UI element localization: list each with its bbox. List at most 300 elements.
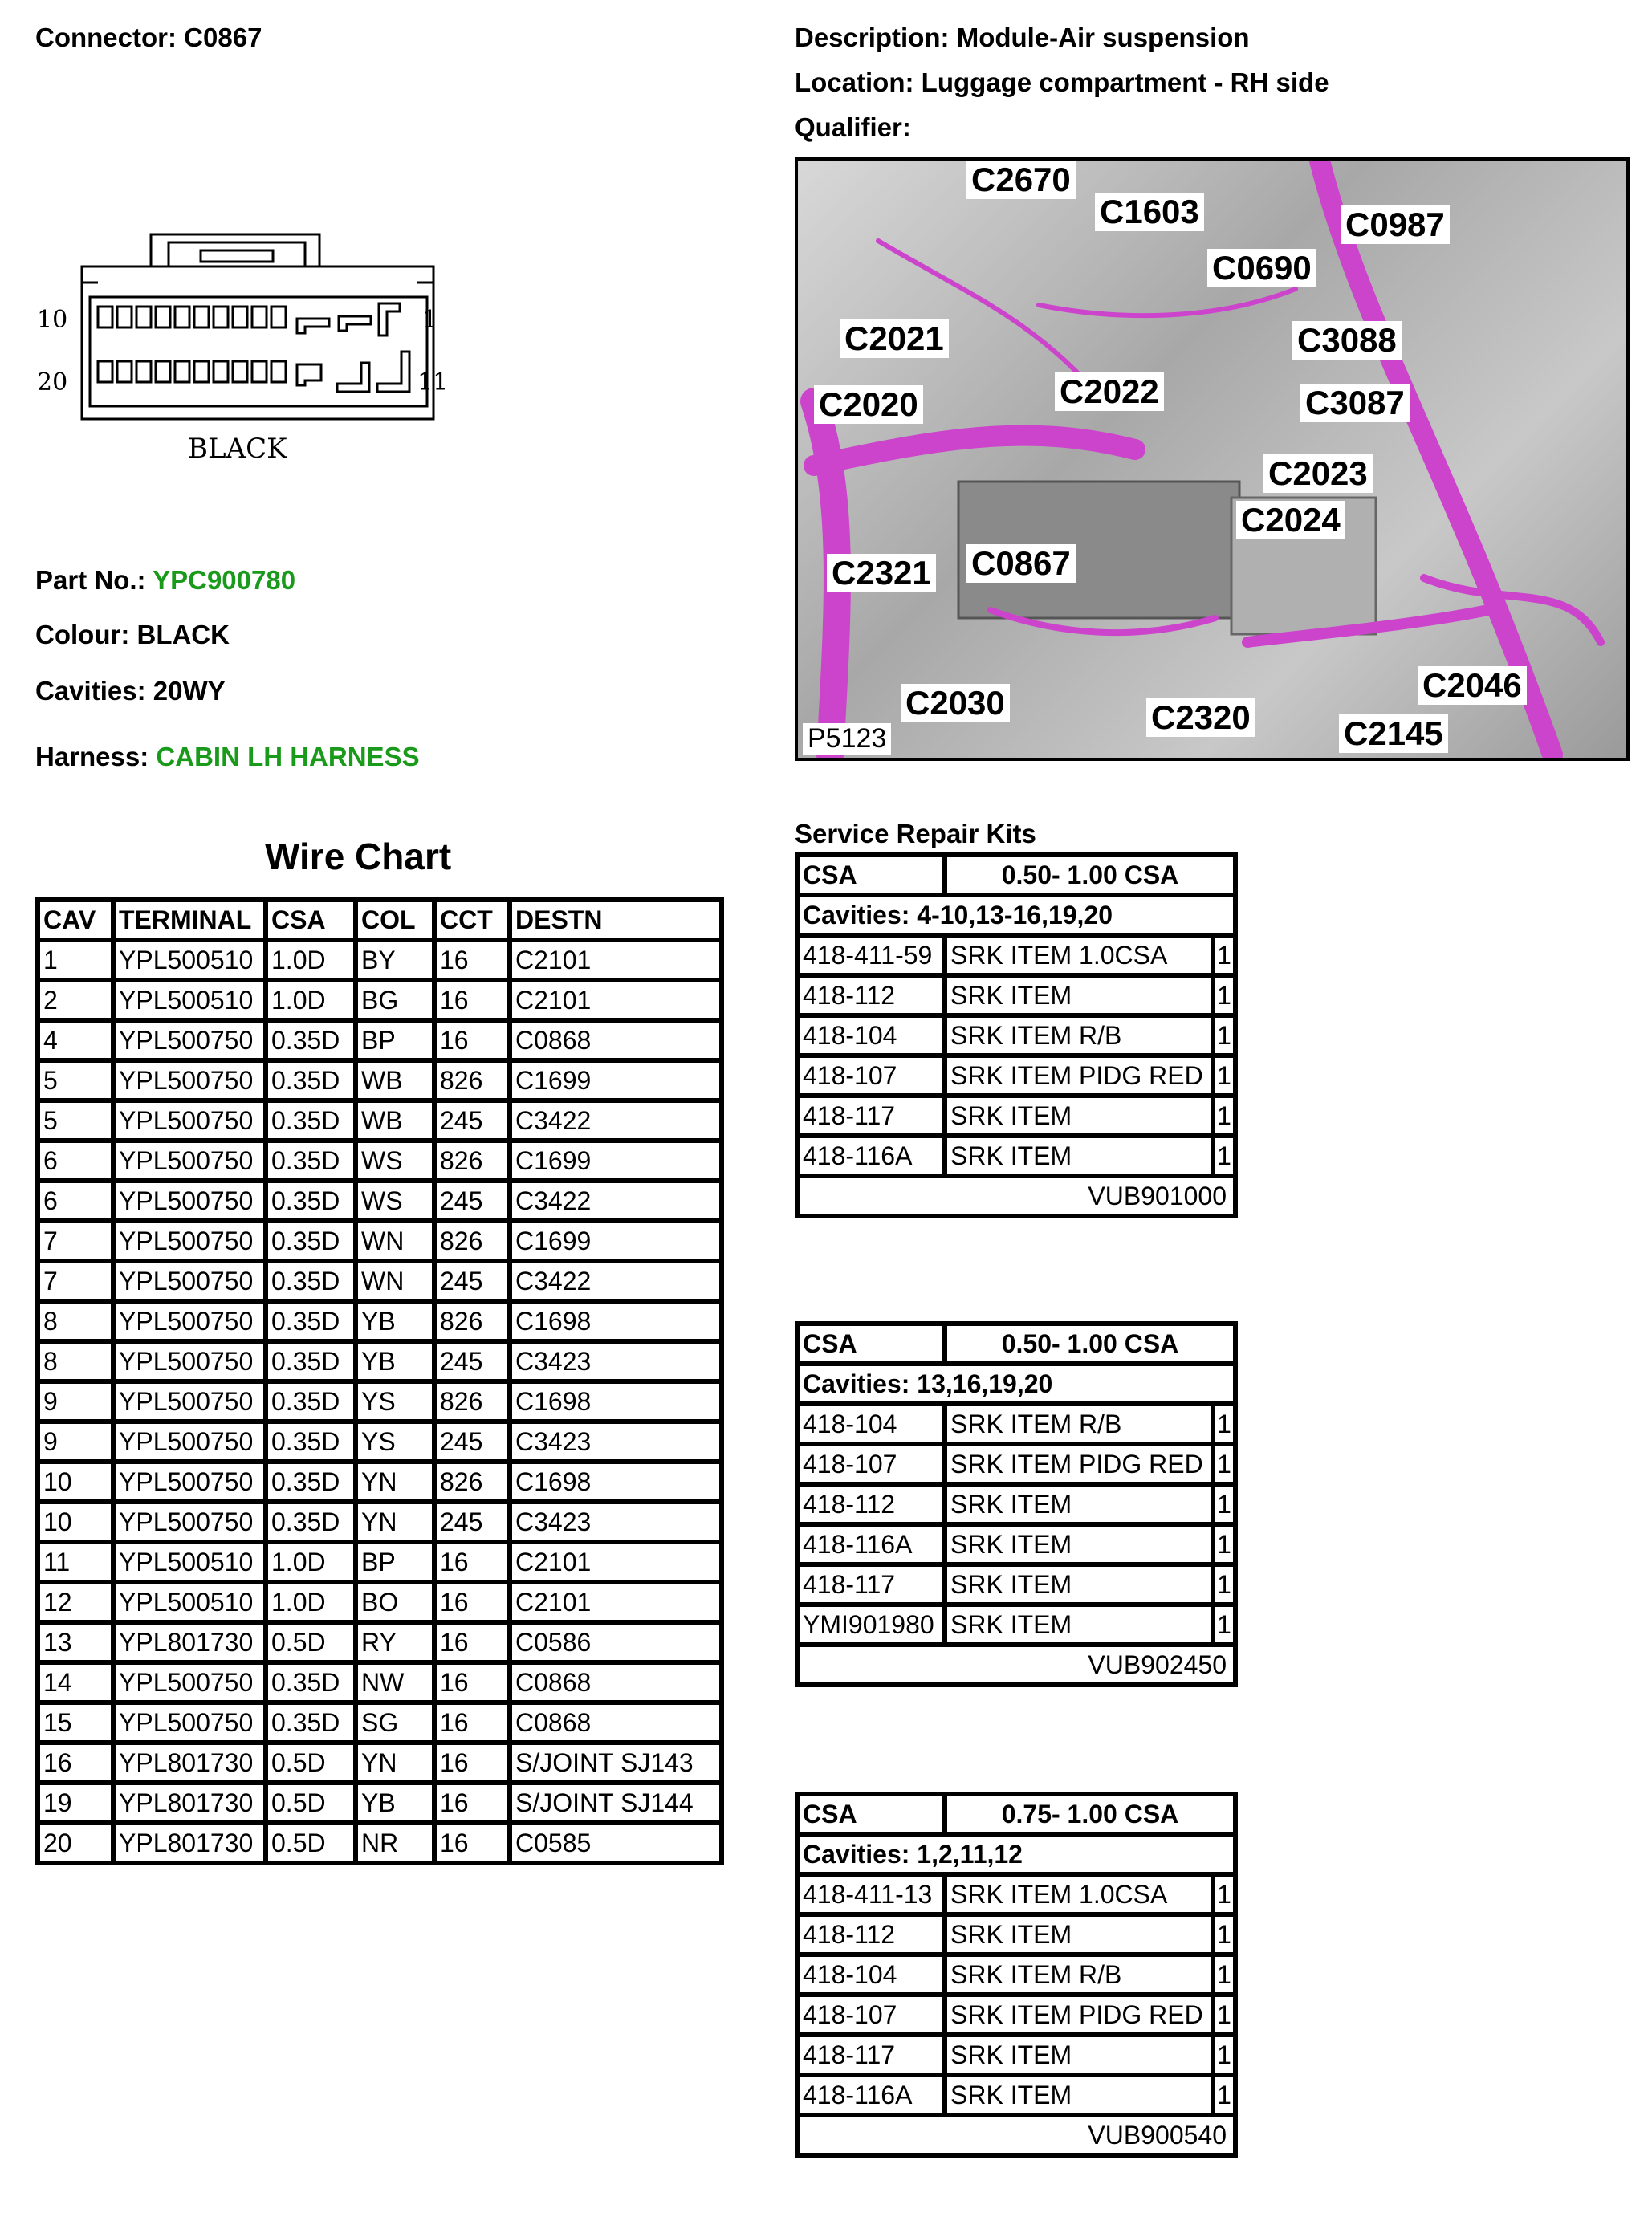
kit-footer-row (800, 2117, 1233, 2153)
table-row (800, 978, 1233, 1013)
wire-chart-cell: C3423 (512, 1504, 719, 1540)
colour-line: Colour: BLACK (35, 620, 230, 649)
wire-chart-cell: YPL500750 (116, 1464, 263, 1499)
table-row (800, 938, 1233, 973)
wire-chart-cell: 2 (40, 982, 111, 1018)
wire-chart-cell: 0.35D (268, 1304, 353, 1339)
table-row (800, 2077, 1233, 2113)
wire-chart-cell: C3422 (512, 1103, 719, 1138)
kit-item-desc: SRK ITEM (947, 1527, 1211, 1562)
kit-csa-row (800, 1326, 1233, 1361)
kit-item-desc: SRK ITEM 1.0CSA (947, 938, 1211, 973)
table-row (40, 1344, 719, 1379)
kit-footer-row (800, 1647, 1233, 1682)
wire-chart-cell: 6 (40, 1143, 111, 1178)
wire-chart-cell: 1.0D (268, 942, 353, 978)
kit-csa-row (800, 857, 1233, 893)
kit-item-qty: 1 (1215, 1607, 1233, 1642)
kit-number: VUB902450 (800, 1647, 1233, 1682)
kit-csa-label: CSA (800, 1326, 942, 1361)
service-kits-title: Service Repair Kits (795, 819, 1036, 848)
wire-chart-cell: 245 (437, 1424, 507, 1459)
kit-item-desc: SRK ITEM (947, 978, 1211, 1013)
wire-chart-cell: 0.35D (268, 1705, 353, 1740)
kit-item-code: 418-107 (800, 1997, 942, 2032)
wire-chart-cell: YPL801730 (116, 1785, 263, 1820)
wire-chart-cell: 10 (40, 1504, 111, 1540)
wire-chart-cell: 5 (40, 1103, 111, 1138)
wire-chart-cell: 826 (437, 1143, 507, 1178)
table-row (40, 1143, 719, 1178)
kit-item-code: 418-104 (800, 1018, 942, 1053)
wire-chart-cell: 826 (437, 1223, 507, 1259)
wire-chart-cell: 16 (437, 1825, 507, 1861)
kit-item-code: 418-112 (800, 978, 942, 1013)
wire-chart-cell: YB (358, 1785, 432, 1820)
wire-chart-table (35, 897, 724, 1865)
callout-c0867: C0867 (966, 544, 1076, 583)
kit-item-desc: SRK ITEM R/B (947, 1406, 1211, 1442)
wire-chart-cell: 0.5D (268, 1825, 353, 1861)
wire-chart-cell: YPL801730 (116, 1625, 263, 1660)
callout-c2320: C2320 (1146, 698, 1255, 737)
kit-item-code: 418-116A (800, 1138, 942, 1174)
wire-chart-cell: C0868 (512, 1023, 719, 1058)
wire-chart-cell: 0.35D (268, 1023, 353, 1058)
table-row (40, 1745, 719, 1780)
wire-chart-cell: S/JOINT SJ144 (512, 1785, 719, 1820)
wire-chart-cell: 826 (437, 1304, 507, 1339)
table-row (40, 1665, 719, 1700)
wire-chart-cell: 10 (40, 1464, 111, 1499)
kit-item-desc: SRK ITEM PIDG RED (947, 1058, 1211, 1093)
table-row (800, 1917, 1233, 1952)
description-line: Description: Module-Air suspension (795, 22, 1250, 52)
callout-c2024: C2024 (1236, 501, 1345, 539)
wire-chart-cell: YPL801730 (116, 1745, 263, 1780)
table-row (40, 1785, 719, 1820)
wire-chart-cell: 1.0D (268, 1544, 353, 1580)
table-row (40, 1504, 719, 1540)
kit-item-qty: 1 (1215, 1446, 1233, 1482)
table-row (40, 1263, 719, 1299)
wire-chart-cell: C2101 (512, 1584, 719, 1620)
wire-chart-cell: 0.35D (268, 1384, 353, 1419)
table-row (800, 1957, 1233, 1992)
connector-face-diagram (32, 233, 450, 474)
kit-cavities-row (800, 897, 1233, 933)
wire-chart-cell: BP (358, 1544, 432, 1580)
table-row (40, 1464, 719, 1499)
wire-chart-cell: 1.0D (268, 982, 353, 1018)
wire-chart-cell: 1 (40, 942, 111, 978)
wire-chart-cell: WN (358, 1263, 432, 1299)
wire-chart-cell: 16 (437, 1705, 507, 1740)
callout-c2046: C2046 (1418, 666, 1527, 705)
wire-chart-cell: 826 (437, 1464, 507, 1499)
wire-chart-cell: C3423 (512, 1424, 719, 1459)
kit-item-desc: SRK ITEM R/B (947, 1957, 1211, 1992)
pin-label-11: 11 (417, 368, 449, 397)
part-no-value: YPC900780 (153, 565, 296, 595)
wire-chart-cell: 6 (40, 1183, 111, 1218)
wire-chart-cell: YPL500750 (116, 1263, 263, 1299)
harness-line: Harness: CABIN LH HARNESS (35, 742, 420, 771)
kit-number: VUB901000 (800, 1178, 1233, 1214)
wire-chart-cell: YPL500510 (116, 1544, 263, 1580)
qualifier-line: Qualifier: (795, 112, 911, 142)
table-row (800, 2037, 1233, 2073)
table-row (800, 1406, 1233, 1442)
wire-chart-cell: 13 (40, 1625, 111, 1660)
wire-chart-cell: YPL500750 (116, 1665, 263, 1700)
table-row (40, 1584, 719, 1620)
wire-chart-cell: YB (358, 1304, 432, 1339)
table-row (40, 1705, 719, 1740)
kit-item-desc: SRK ITEM (947, 1607, 1211, 1642)
kit-item-qty: 1 (1215, 2077, 1233, 2113)
kit-item-code: 418-117 (800, 2037, 942, 2073)
wire-chart-cell: C0868 (512, 1665, 719, 1700)
kit-item-desc: SRK ITEM (947, 1138, 1211, 1174)
table-row (800, 1018, 1233, 1053)
wire-chart-cell: YPL500750 (116, 1223, 263, 1259)
callout-c2022: C2022 (1055, 372, 1164, 411)
wire-chart-cell: 0.35D (268, 1665, 353, 1700)
table-row (40, 1103, 719, 1138)
table-row (40, 942, 719, 978)
table-row (40, 1063, 719, 1098)
wire-chart-cell: YPL500510 (116, 1584, 263, 1620)
service-kit-table (795, 1792, 1238, 2158)
table-row (40, 1023, 719, 1058)
wire-chart-header-row (40, 902, 719, 938)
kit-cavities-row (800, 1837, 1233, 1872)
wire-chart-cell: 9 (40, 1384, 111, 1419)
callout-c0987: C0987 (1341, 205, 1450, 244)
callout-c2321: C2321 (827, 554, 936, 592)
wire-chart-cell: BO (358, 1584, 432, 1620)
wire-chart-cell: YPL500750 (116, 1304, 263, 1339)
photo-reference-id: P5123 (803, 723, 891, 755)
wire-chart-cell: WS (358, 1183, 432, 1218)
table-row (40, 1183, 719, 1218)
wire-chart-cell: BP (358, 1023, 432, 1058)
pin-label-10: 10 (37, 306, 68, 334)
wire-chart-cell: 0.35D (268, 1063, 353, 1098)
wire-chart-cell: 826 (437, 1384, 507, 1419)
kit-csa-value: 0.50- 1.00 CSA (947, 857, 1233, 893)
wire-chart-cell: YPL500510 (116, 942, 263, 978)
wire-chart-cell: 16 (437, 1625, 507, 1660)
kit-item-desc: SRK ITEM (947, 2077, 1211, 2113)
kit-csa-value: 0.75- 1.00 CSA (947, 1796, 1233, 1832)
wire-chart-cell: C0586 (512, 1625, 719, 1660)
table-row (800, 1877, 1233, 1912)
kit-item-desc: SRK ITEM R/B (947, 1018, 1211, 1053)
wire-chart-title: Wire Chart (265, 836, 452, 877)
kit-cavities: Cavities: 4-10,13-16,19,20 (800, 897, 1233, 933)
kit-item-qty: 1 (1215, 1527, 1233, 1562)
wire-chart-cell: C0868 (512, 1705, 719, 1740)
wire-chart-cell: 826 (437, 1063, 507, 1098)
wire-chart-cell: BY (358, 942, 432, 978)
table-row (40, 982, 719, 1018)
wire-chart-cell: 0.5D (268, 1625, 353, 1660)
table-row (40, 1304, 719, 1339)
kit-item-code: 418-104 (800, 1957, 942, 1992)
wire-chart-cell: YPL500750 (116, 1344, 263, 1379)
connector-id: C0867 (184, 22, 262, 52)
kit-item-qty: 1 (1215, 1098, 1233, 1133)
wire-chart-cell: 16 (437, 1665, 507, 1700)
table-row (800, 1446, 1233, 1482)
wire-chart-cell: 9 (40, 1424, 111, 1459)
table-row (800, 1487, 1233, 1522)
wire-chart-cell: 0.35D (268, 1143, 353, 1178)
connector-colour-text: BLACK (188, 433, 287, 465)
kit-item-desc: SRK ITEM PIDG RED (947, 1446, 1211, 1482)
table-row (800, 1567, 1233, 1602)
kit-item-desc: SRK ITEM 1.0CSA (947, 1877, 1211, 1912)
wire-chart-cell: 7 (40, 1263, 111, 1299)
table-row (800, 1138, 1233, 1174)
table-row (800, 1607, 1233, 1642)
wire-chart-cell: 0.5D (268, 1745, 353, 1780)
kit-cavities: Cavities: 1,2,11,12 (800, 1837, 1233, 1872)
table-row (800, 1527, 1233, 1562)
wire-chart-cell: RY (358, 1625, 432, 1660)
wire-chart-cell: 16 (40, 1745, 111, 1780)
wire-chart-cell: WN (358, 1223, 432, 1259)
wire-chart-cell: 1.0D (268, 1584, 353, 1620)
kit-item-desc: SRK ITEM (947, 1917, 1211, 1952)
location-line: Location: Luggage compartment - RH side (795, 67, 1329, 97)
kit-item-code: 418-107 (800, 1446, 942, 1482)
kit-item-qty: 1 (1215, 1567, 1233, 1602)
wire-chart-cell: YPL500750 (116, 1504, 263, 1540)
kit-item-desc: SRK ITEM (947, 2037, 1211, 2073)
wire-chart-cell: 20 (40, 1825, 111, 1861)
callout-c1603: C1603 (1095, 193, 1204, 231)
wire-chart-cell: C1698 (512, 1464, 719, 1499)
pin-label-20: 20 (37, 368, 68, 397)
wire-chart-cell: 16 (437, 942, 507, 978)
wire-chart-cell: C3423 (512, 1344, 719, 1379)
wire-chart-header-cell: DESTN (512, 902, 719, 938)
wire-chart-cell: YS (358, 1384, 432, 1419)
wire-chart-cell: C1699 (512, 1223, 719, 1259)
kit-item-desc: SRK ITEM (947, 1567, 1211, 1602)
cavities-line: Cavities: 20WY (35, 676, 226, 706)
wire-chart-cell: C0585 (512, 1825, 719, 1861)
kit-item-qty: 1 (1215, 1487, 1233, 1522)
wire-chart-cell: 245 (437, 1344, 507, 1379)
wire-chart-cell: 245 (437, 1263, 507, 1299)
kit-item-qty: 1 (1215, 1406, 1233, 1442)
kit-cavities-row (800, 1366, 1233, 1401)
kit-csa-label: CSA (800, 1796, 942, 1832)
kit-item-qty: 1 (1215, 2037, 1233, 2073)
callout-c2145: C2145 (1339, 714, 1448, 753)
pin-label-1: 1 (422, 306, 438, 334)
wire-chart-header-cell: COL (358, 902, 432, 938)
wire-chart-cell: 0.35D (268, 1424, 353, 1459)
callout-c2021: C2021 (840, 319, 949, 358)
kit-item-qty: 1 (1215, 938, 1233, 973)
kit-item-desc: SRK ITEM (947, 1098, 1211, 1133)
wire-chart-cell: YN (358, 1745, 432, 1780)
wire-chart-cell: YPL500750 (116, 1143, 263, 1178)
kit-number: VUB900540 (800, 2117, 1233, 2153)
service-kit-table (795, 852, 1238, 1218)
table-row (800, 1098, 1233, 1133)
harness-value: CABIN LH HARNESS (156, 742, 420, 771)
table-row (40, 1625, 719, 1660)
kit-item-code: YMI901980 (800, 1607, 942, 1642)
wire-chart-cell: 8 (40, 1344, 111, 1379)
wire-chart-cell: C2101 (512, 1544, 719, 1580)
wire-chart-cell: 5 (40, 1063, 111, 1098)
wire-chart-cell: YPL500750 (116, 1023, 263, 1058)
wire-chart-cell: 8 (40, 1304, 111, 1339)
table-row (800, 1058, 1233, 1093)
wire-chart-cell: 16 (437, 1785, 507, 1820)
wire-chart-cell: YB (358, 1344, 432, 1379)
wire-chart-cell: YPL500750 (116, 1384, 263, 1419)
wire-chart-cell: YPL500510 (116, 982, 263, 1018)
wire-chart-cell: C2101 (512, 942, 719, 978)
wire-chart-cell: BG (358, 982, 432, 1018)
kit-item-code: 418-112 (800, 1917, 942, 1952)
wire-chart-cell: NW (358, 1665, 432, 1700)
wire-chart-cell: 16 (437, 1745, 507, 1780)
table-row (800, 1997, 1233, 2032)
part-no-line: Part No.: YPC900780 (35, 565, 296, 595)
wire-chart-cell: 14 (40, 1665, 111, 1700)
wire-chart-cell: 0.35D (268, 1103, 353, 1138)
kit-item-code: 418-411-59 (800, 938, 942, 973)
table-row (40, 1384, 719, 1419)
callout-c3088: C3088 (1292, 321, 1402, 360)
wire-chart-cell: YPL500750 (116, 1424, 263, 1459)
wire-chart-cell: C1698 (512, 1304, 719, 1339)
wire-chart-cell: YPL500750 (116, 1183, 263, 1218)
wire-chart-cell: WB (358, 1103, 432, 1138)
wire-chart-cell: C1699 (512, 1063, 719, 1098)
kit-item-qty: 1 (1215, 1917, 1233, 1952)
kit-item-qty: 1 (1215, 978, 1233, 1013)
wire-chart-cell: C2101 (512, 982, 719, 1018)
kit-csa-value: 0.50- 1.00 CSA (947, 1326, 1233, 1361)
wire-chart-cell: 16 (437, 982, 507, 1018)
kit-item-code: 418-107 (800, 1058, 942, 1093)
wire-chart-cell: YPL801730 (116, 1825, 263, 1861)
kit-item-qty: 1 (1215, 1877, 1233, 1912)
kit-csa-row (800, 1796, 1233, 1832)
wire-chart-cell: 16 (437, 1023, 507, 1058)
kit-item-code: 418-104 (800, 1406, 942, 1442)
wire-chart-header-cell: CCT (437, 902, 507, 938)
kit-cavities: Cavities: 13,16,19,20 (800, 1366, 1233, 1401)
kit-item-code: 418-112 (800, 1487, 942, 1522)
wire-chart-cell: 0.35D (268, 1464, 353, 1499)
wire-chart-cell: 15 (40, 1705, 111, 1740)
kit-item-qty: 1 (1215, 1138, 1233, 1174)
kit-item-code: 418-117 (800, 1567, 942, 1602)
wire-chart-cell: YN (358, 1504, 432, 1540)
wire-chart-cell: 12 (40, 1584, 111, 1620)
wire-chart-cell: S/JOINT SJ143 (512, 1745, 719, 1780)
wire-chart-cell: C1699 (512, 1143, 719, 1178)
callout-c2670: C2670 (966, 161, 1076, 199)
kit-item-qty: 1 (1215, 1957, 1233, 1992)
wire-chart-cell: C1698 (512, 1384, 719, 1419)
wire-chart-cell: YS (358, 1424, 432, 1459)
wire-chart-cell: NR (358, 1825, 432, 1861)
wire-chart-cell: 245 (437, 1183, 507, 1218)
wire-chart-cell: 0.35D (268, 1263, 353, 1299)
kit-item-code: 418-117 (800, 1098, 942, 1133)
callout-c3087: C3087 (1300, 384, 1410, 422)
wire-chart-header-cell: TERMINAL (116, 902, 263, 938)
table-row (40, 1223, 719, 1259)
wire-chart-cell: 16 (437, 1544, 507, 1580)
service-kit-table (795, 1321, 1238, 1687)
connector-heading: Connector: C0867 (35, 22, 262, 52)
wire-chart-cell: 11 (40, 1544, 111, 1580)
kit-item-code: 418-116A (800, 2077, 942, 2113)
location-photo (795, 157, 1630, 761)
wire-chart-cell: 245 (437, 1103, 507, 1138)
wire-chart-cell: 0.35D (268, 1183, 353, 1218)
wire-chart-cell: YPL500750 (116, 1705, 263, 1740)
wire-chart-cell: SG (358, 1705, 432, 1740)
wire-chart-cell: 7 (40, 1223, 111, 1259)
wire-chart-cell: C3422 (512, 1263, 719, 1299)
kit-item-qty: 1 (1215, 1058, 1233, 1093)
callout-c2020: C2020 (814, 385, 923, 424)
wire-chart-cell: 245 (437, 1504, 507, 1540)
wire-chart-cell: C3422 (512, 1183, 719, 1218)
wire-chart-cell: 0.5D (268, 1785, 353, 1820)
wire-chart-header-cell: CSA (268, 902, 353, 938)
wire-chart-cell: 0.35D (268, 1504, 353, 1540)
wire-chart-cell: WS (358, 1143, 432, 1178)
kit-item-code: 418-116A (800, 1527, 942, 1562)
callout-c0690: C0690 (1207, 249, 1316, 287)
wire-chart-cell: 19 (40, 1785, 111, 1820)
wire-chart-cell: YPL500750 (116, 1103, 263, 1138)
callout-c2023: C2023 (1263, 454, 1373, 493)
kit-csa-label: CSA (800, 857, 942, 893)
wire-chart-header-cell: CAV (40, 902, 111, 938)
kit-footer-row (800, 1178, 1233, 1214)
wire-chart-cell: 0.35D (268, 1344, 353, 1379)
wire-chart-cell: 0.35D (268, 1223, 353, 1259)
kit-item-qty: 1 (1215, 1018, 1233, 1053)
wire-chart-cell: YN (358, 1464, 432, 1499)
wire-chart-cell: WB (358, 1063, 432, 1098)
kit-item-code: 418-411-13 (800, 1877, 942, 1912)
kit-item-desc: SRK ITEM PIDG RED (947, 1997, 1211, 2032)
kit-item-qty: 1 (1215, 1997, 1233, 2032)
kit-item-desc: SRK ITEM (947, 1487, 1211, 1522)
wire-chart-cell: 4 (40, 1023, 111, 1058)
table-row (40, 1825, 719, 1861)
table-row (40, 1544, 719, 1580)
table-row (40, 1424, 719, 1459)
